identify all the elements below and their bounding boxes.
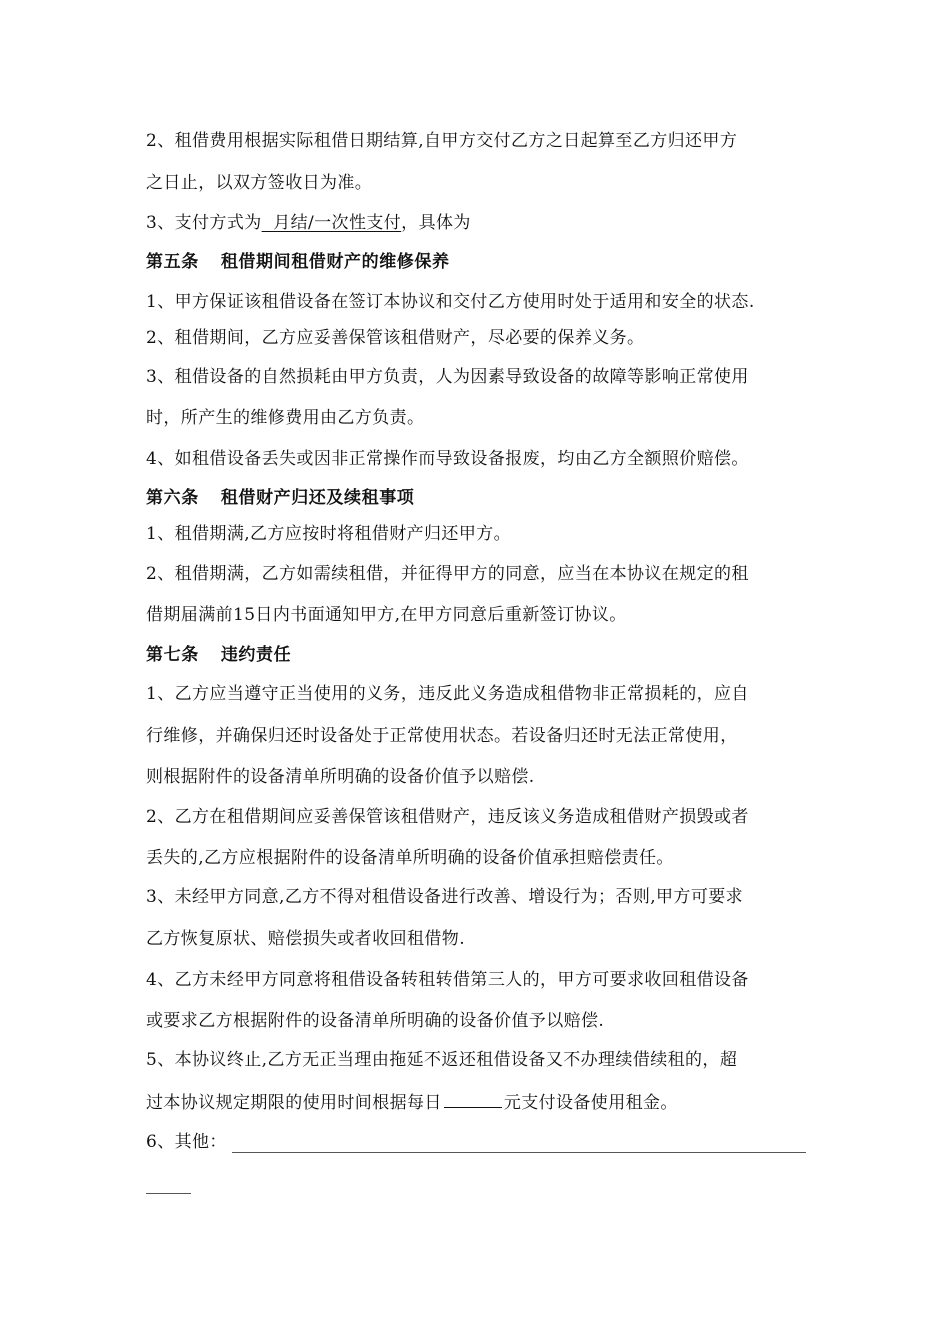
clause-7-2-line-2: 丢失的,乙方应根据附件的设备清单所明确的设备价值承担赔偿责任。 [146, 848, 674, 868]
article-6-title: 租借财产归还及续租事项 [220, 488, 415, 508]
clause-7-5-suffix: 元支付设备使用租金。 [503, 1093, 678, 1113]
clause-7-6: 6、其他： [146, 1132, 227, 1152]
daily-rent-blank[interactable] [444, 1093, 502, 1108]
article-6-number: 第六条 [146, 488, 199, 508]
clause-6-1: 1、租借期满,乙方应按时将租借财产归还甲方。 [146, 524, 512, 544]
article-7-heading [146, 644, 291, 666]
clause-7-1-line-1: 1、乙方应当遵守正当使用的义务，违反此义务造成租借物非正常损耗的，应自 [146, 684, 749, 704]
clause-7-2-line-1: 2、乙方在租借期间应妥善保管该租借财产，违反该义务造成租借财产损毁或者 [146, 807, 749, 827]
article-6-heading [146, 487, 414, 509]
other-terms-blank-continuation[interactable] [146, 1193, 191, 1194]
clause-7-5-line-1: 5、本协议终止,乙方无正当理由拖延不返还租借设备又不办理续借续租的，超 [146, 1050, 738, 1070]
clause-7-4-line-1: 4、乙方未经甲方同意将租借设备转租转借第三人的，甲方可要求收回租借设备 [146, 970, 749, 990]
clause-5-1: 1、甲方保证该租借设备在签订本协议和交付乙方使用时处于适用和安全的状态. [146, 292, 755, 312]
article-5-number: 第五条 [146, 252, 199, 272]
article-7-title: 违约责任 [220, 645, 292, 665]
clause-5-2: 2、租借期间，乙方应妥善保管该租借财产，尽必要的保养义务。 [146, 328, 645, 348]
article-5-title: 租借期间租借财产的维修保养 [220, 252, 450, 272]
clause-7-5-prefix: 过本协议规定期限的使用时间根据每日 [146, 1093, 442, 1113]
clause-4-3 [146, 212, 471, 234]
clause-7-1-line-3: 则根据附件的设备清单所明确的设备价值予以赔偿. [146, 767, 535, 787]
clause-4-2-line-1: 2、租借费用根据实际租借日期结算,自甲方交付乙方之日起算至乙方归还甲方 [146, 131, 738, 151]
clause-4-2-line-2: 之日止，以双方签收日为准。 [146, 173, 373, 193]
clause-7-3-line-2: 乙方恢复原状、赔偿损失或者收回租借物. [146, 929, 466, 949]
clause-7-1-line-2: 行维修，并确保归还时设备处于正常使用状态。若设备归还时无法正常使用， [146, 726, 738, 746]
clause-7-5-line-2 [146, 1092, 678, 1114]
clause-7-4-line-2: 或要求乙方根据附件的设备清单所明确的设备价值予以赔偿. [146, 1011, 605, 1031]
clause-7-3-line-1: 3、未经甲方同意,乙方不得对租借设备进行改善、增设行为；否则,甲方可要求 [146, 887, 744, 907]
clause-5-4: 4、如租借设备丢失或因非正常操作而导致设备报废，均由乙方全额照价赔偿。 [146, 449, 749, 469]
clause-5-3-line-2: 时，所产生的维修费用由乙方负责。 [146, 408, 425, 428]
clause-5-3-line-1: 3、租借设备的自然损耗由甲方负责，人为因素导致设备的故障等影响正常使用 [146, 367, 749, 387]
clause-6-2-line-2: 借期届满前15日内书面通知甲方,在甲方同意后重新签订协议。 [146, 605, 627, 625]
other-terms-blank-line[interactable] [232, 1152, 806, 1153]
article-7-number: 第七条 [146, 645, 199, 665]
payment-method-value: 月结/一次性支付 [261, 213, 402, 233]
clause-4-3-prefix: 3、支付方式为 [146, 213, 262, 233]
clause-6-2-line-1: 2、租借期满，乙方如需续租借，并征得甲方的同意，应当在本协议在规定的租 [146, 564, 749, 584]
clause-4-3-suffix: ，具体为 [401, 213, 471, 233]
article-5-heading [146, 251, 450, 273]
